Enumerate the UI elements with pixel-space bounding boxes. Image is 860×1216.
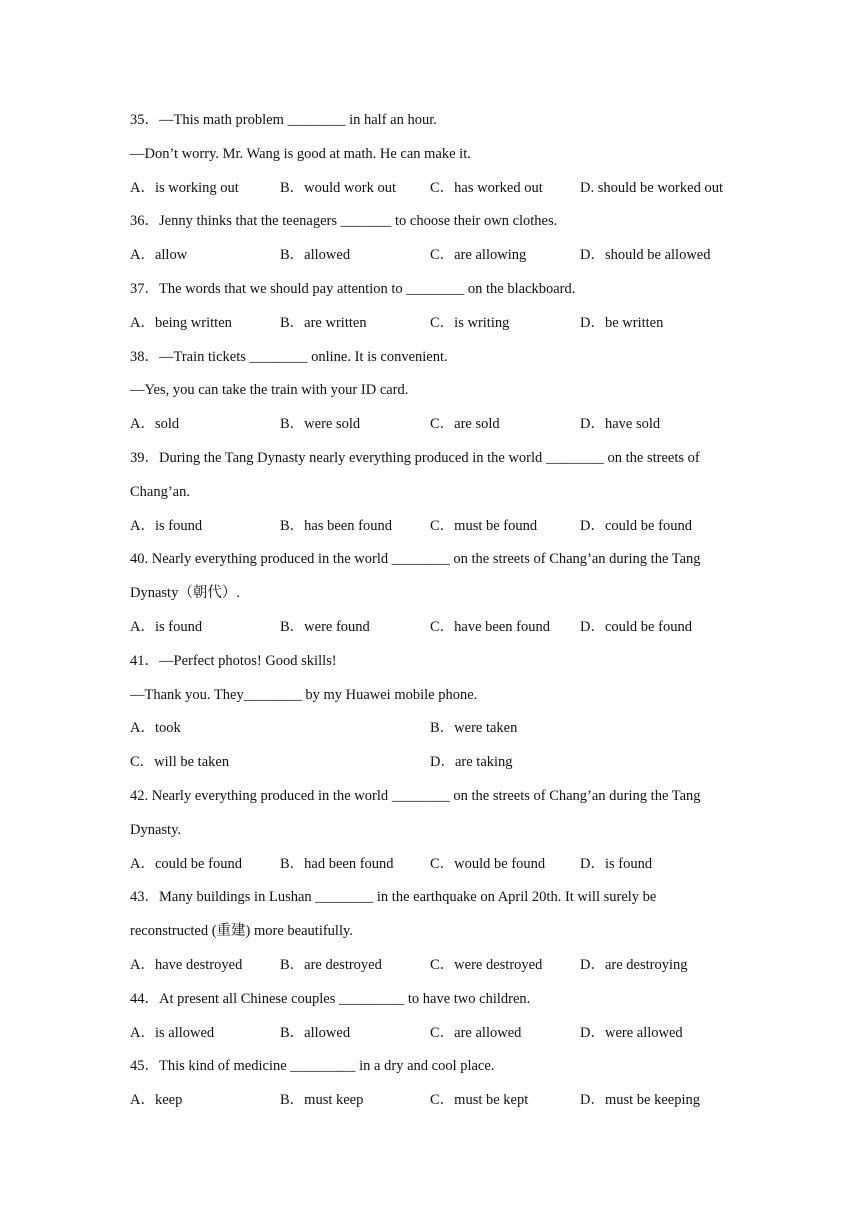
- answer-option: C．are sold: [430, 416, 500, 433]
- question-stem: 38．—Train tickets ________ online. It is convenient.: [130, 348, 448, 365]
- question-text-line: Dynasty（朝代）.: [130, 585, 240, 602]
- answer-option: C．are allowing: [430, 247, 527, 264]
- answer-option: D．could be found: [580, 618, 692, 635]
- answer-option: C．would be found: [430, 855, 546, 872]
- question-block: [130, 273, 750, 341]
- question-text-line: —Yes, you can take the train with your ID card.: [130, 382, 409, 399]
- answer-option: A．could be found: [130, 855, 242, 872]
- answer-option: D．were allowed: [580, 1024, 683, 1041]
- answer-option: A．is found: [130, 618, 203, 635]
- answer-option: B．were taken: [430, 720, 518, 737]
- answer-option: D．must be keeping: [580, 1092, 701, 1109]
- answer-option: A．sold: [130, 416, 180, 433]
- options-row: [130, 746, 750, 780]
- answer-option: C．have been found: [430, 618, 550, 635]
- answer-option: A．took: [130, 720, 181, 737]
- answer-option: A．have destroyed: [130, 956, 243, 973]
- question-text-line: Chang’an.: [130, 483, 190, 500]
- question-block: [130, 442, 750, 543]
- answer-option: D．is found: [580, 855, 653, 872]
- answer-option: C．must be kept: [430, 1092, 529, 1109]
- question-stem: 43．Many buildings in Lushan ________ in the earthquake on April 20th. It will surely be: [130, 889, 657, 906]
- options-row: [130, 510, 750, 544]
- options-row: [130, 1084, 750, 1118]
- answer-option: C．has worked out: [430, 179, 543, 196]
- answer-option: A．allow: [130, 247, 188, 264]
- question-stem: 41．—Perfect photos! Good skills!: [130, 652, 337, 669]
- question-block: [130, 205, 750, 273]
- answer-option: D．have sold: [580, 416, 661, 433]
- answer-option: A．keep: [130, 1092, 183, 1109]
- question-block: [130, 104, 750, 205]
- question-list: [130, 104, 750, 1118]
- answer-option: C．is writing: [430, 314, 510, 331]
- answer-option: B．were sold: [280, 416, 361, 433]
- options-row: [130, 307, 750, 341]
- question-block: [130, 645, 750, 780]
- question-stem: 37．The words that we should pay attention to ________ on the blackboard.: [130, 280, 576, 297]
- answer-option: B．has been found: [280, 517, 392, 534]
- question-stem: 35．—This math problem ________ in half an hour.: [130, 112, 437, 128]
- answer-option: C．will be taken: [130, 754, 230, 771]
- answer-option: C．are allowed: [430, 1024, 522, 1041]
- answer-option: D．are taking: [430, 754, 513, 771]
- answer-option: A．is found: [130, 517, 203, 534]
- answer-option: B．are written: [280, 314, 367, 331]
- question-block: [130, 543, 750, 644]
- question-block: [130, 780, 750, 881]
- answer-option: B．allowed: [280, 1024, 351, 1041]
- answer-option: B．allowed: [280, 247, 351, 264]
- answer-option: B．must keep: [280, 1092, 364, 1109]
- answer-option: C．must be found: [430, 517, 538, 534]
- question-block: [130, 983, 750, 1051]
- options-row: [130, 172, 750, 206]
- answer-option: C．were destroyed: [430, 956, 543, 973]
- options-row: [130, 949, 750, 983]
- options-row: [130, 611, 750, 645]
- question-stem: 44．At present all Chinese couples _________ to have two children.: [130, 990, 531, 1007]
- question-stem: 39．During the Tang Dynasty nearly everything produced in the world ________ on the streets of: [130, 449, 700, 466]
- question-text-line: reconstructed (重建) more beautifully.: [130, 923, 353, 940]
- question-block: [130, 881, 750, 982]
- question-stem: 36．Jenny thinks that the teenagers _______ to choose their own clothes.: [130, 213, 558, 230]
- options-row: [130, 408, 750, 442]
- answer-option: A．is allowed: [130, 1024, 215, 1041]
- answer-option: B．had been found: [280, 855, 394, 872]
- options-row: [130, 1017, 750, 1051]
- answer-option: A．being written: [130, 314, 232, 331]
- question-block: [130, 1050, 750, 1118]
- question-stem: 42. Nearly everything produced in the world ________ on the streets of Chang’an during the Tang: [130, 787, 701, 804]
- answer-option: A．is working out: [130, 179, 239, 196]
- answer-option: B．are destroyed: [280, 956, 382, 973]
- answer-option: D．could be found: [580, 517, 692, 534]
- options-row: [130, 712, 750, 746]
- answer-option: D．be written: [580, 314, 664, 331]
- answer-option: D. should be worked out: [580, 179, 723, 196]
- options-row: [130, 239, 750, 273]
- answer-option: B．were found: [280, 618, 370, 635]
- options-row: [130, 848, 750, 882]
- question-block: [130, 341, 750, 442]
- answer-option: B．would work out: [280, 179, 396, 196]
- question-text-line: Dynasty.: [130, 821, 182, 838]
- answer-option: D．should be allowed: [580, 247, 711, 264]
- question-stem: 45．This kind of medicine _________ in a dry and cool place.: [130, 1058, 495, 1075]
- question-text-line: —Thank you. They________ by my Huawei mobile phone.: [130, 686, 478, 703]
- question-text-line: —Don’t worry. Mr. Wang is good at math. He can make it.: [130, 145, 471, 162]
- question-stem: 40. Nearly everything produced in the world ________ on the streets of Chang’an during the Tang: [130, 551, 701, 568]
- answer-option: D．are destroying: [580, 956, 688, 973]
